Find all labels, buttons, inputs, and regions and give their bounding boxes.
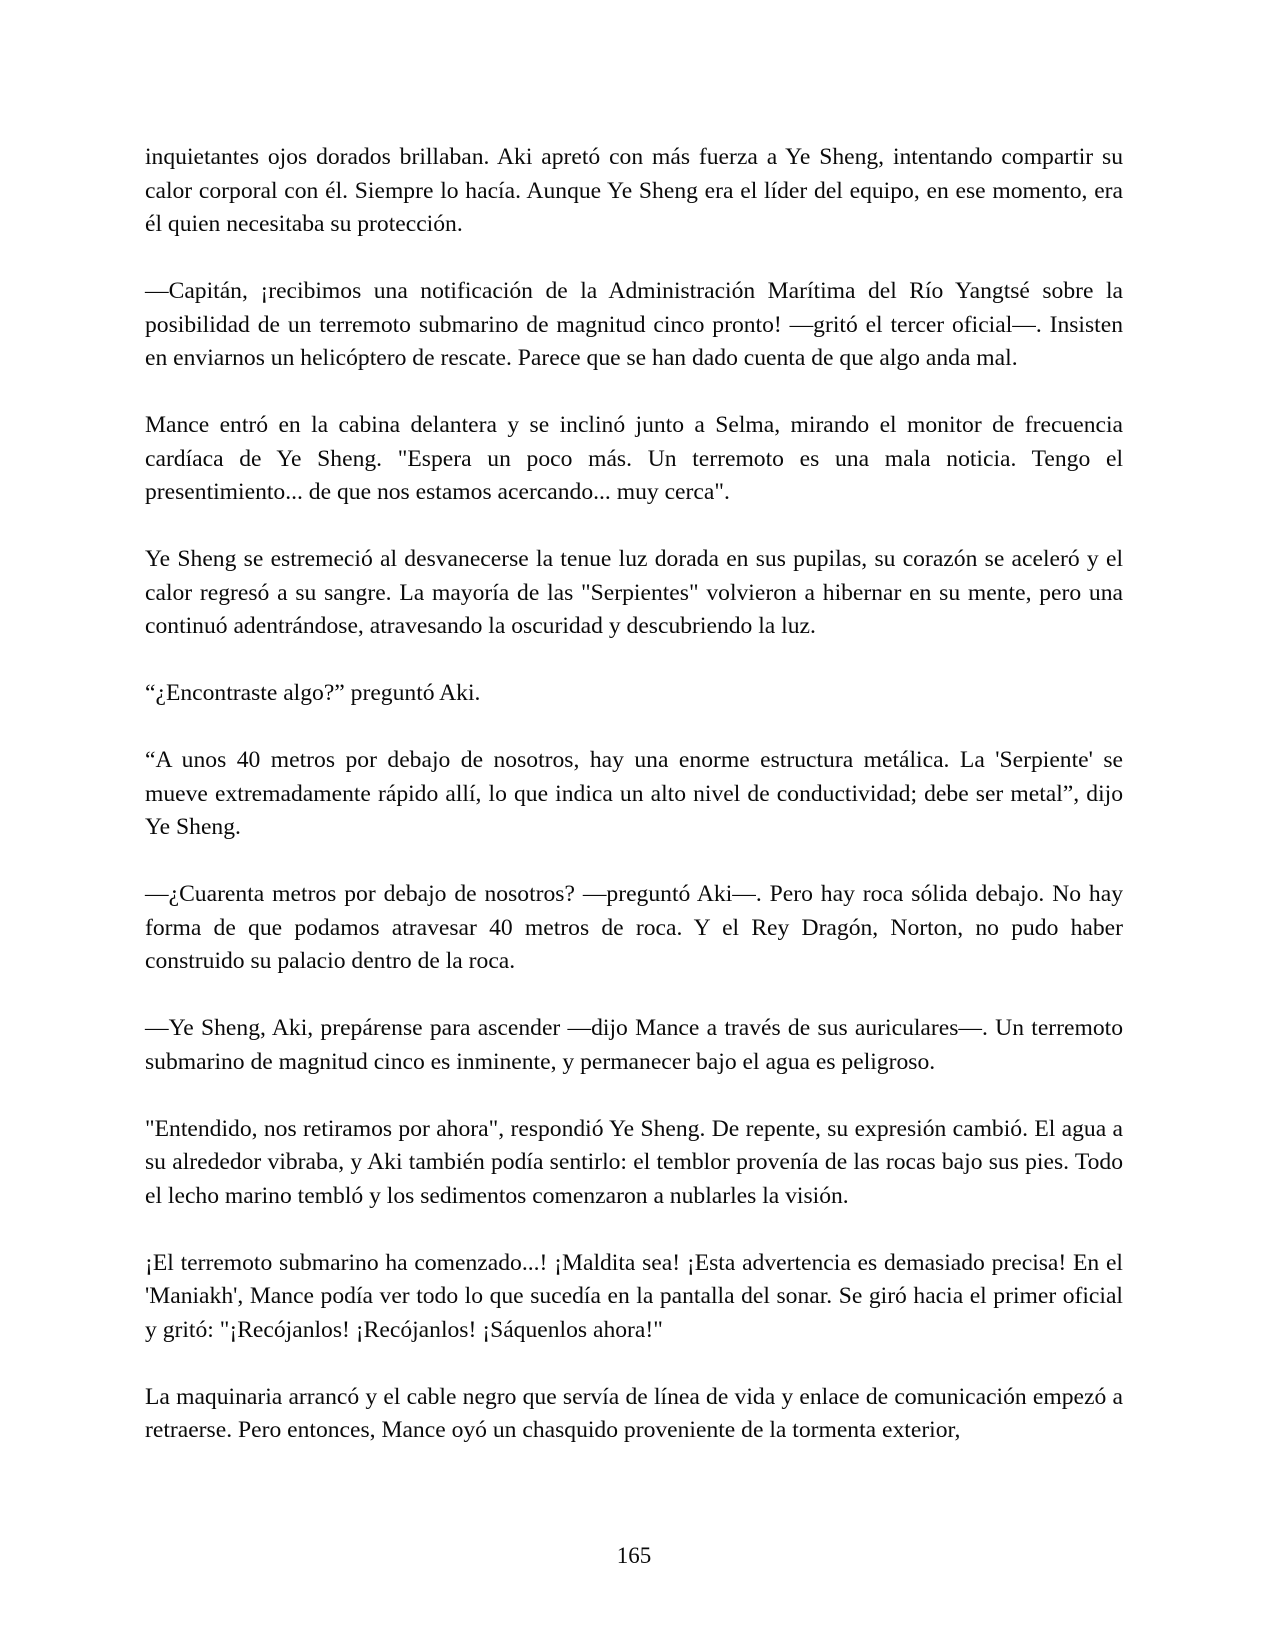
paragraph: La maquinaria arrancó y el cable negro que servía de línea de vida y enlace de comunicación empezó a retraerse. Pero entonces, Mance oyó un chasquido proveniente de la tormenta exterior, <box>145 1383 1123 1443</box>
paragraph: "Entendido, nos retiramos por ahora", respondió Ye Sheng. De repente, su expresión cambió. El agua a su alrededor vibraba, y Aki también podía sentirlo: el temblor provenía de las rocas bajo sus pies. Todo el lecho marino tembló y los sedimentos comenzaron a nublarles la visión. <box>145 1115 1123 1209</box>
paragraph: “A unos 40 metros por debajo de nosotros, hay una enorme estructura metálica. La 'Serpiente' se mueve extremadamente rápido allí, lo que indica un alto nivel de conductividad; debe ser metal”, dijo Ye Sheng. <box>145 747 1123 840</box>
paragraph: Ye Sheng se estremeció al desvanecerse la tenue luz dorada en sus pupilas, su corazón se aceleró y el calor regresó a su sangre. La mayoría de las "Serpientes" volvieron a hibernar en su mente, pero una continuó adentrándose, atravesando la oscuridad y descubriendo la luz. <box>145 546 1123 639</box>
paragraph: inquietantes ojos dorados brillaban. Aki apretó con más fuerza a Ye Sheng, intentando compartir su calor corporal con él. Siempre lo hacía. Aunque Ye Sheng era el líder del equipo, en ese momento, era él quien necesitaba su protección. <box>145 144 1123 237</box>
page-text-block <box>145 141 1123 1448</box>
paragraph: “¿Encontraste algo?” preguntó Aki. <box>145 680 481 706</box>
paragraph: —Ye Sheng, Aki, prepárense para ascender —dijo Mance a través de sus auriculares—. Un terremoto submarino de magnitud cinco es inminente, y permanecer bajo el agua es peligroso. <box>145 1015 1123 1075</box>
paragraph: ¡El terremoto submarino ha comenzado...! ¡Maldita sea! ¡Esta advertencia es demasiado precisa! En el 'Maniakh', Mance podía ver todo lo que sucedía en la pantalla del sonar. Se giró hacia el primer oficial y gritó: "¡Recójanlos! ¡Recójanlos! ¡Sáquenlos ahora!" <box>145 1249 1123 1343</box>
paragraph: —¿Cuarenta metros por debajo de nosotros? —preguntó Aki—. Pero hay roca sólida debajo. No hay forma de que podamos atravesar 40 metros de roca. Y el Rey Dragón, Norton, no pudo haber construido su palacio dentro de la roca. <box>145 881 1123 974</box>
paragraph: Mance entró en la cabina delantera y se inclinó junto a Selma, mirando el monitor de frecuencia cardíaca de Ye Sheng. "Espera un poco más. Un terremoto es una mala noticia. Tengo el presentimiento... de que nos estamos acercando... muy cerca". <box>145 412 1123 505</box>
page-number: 165 <box>616 1543 652 1568</box>
paragraph: —Capitán, ¡recibimos una notificación de la Administración Marítima del Río Yangtsé sobre la posibilidad de un terremoto submarino de magnitud cinco pronto! —gritó el tercer oficial—. Insisten en enviarnos un helicóptero de rescate. Parece que se han dado cuenta de que algo anda mal. <box>145 278 1123 371</box>
